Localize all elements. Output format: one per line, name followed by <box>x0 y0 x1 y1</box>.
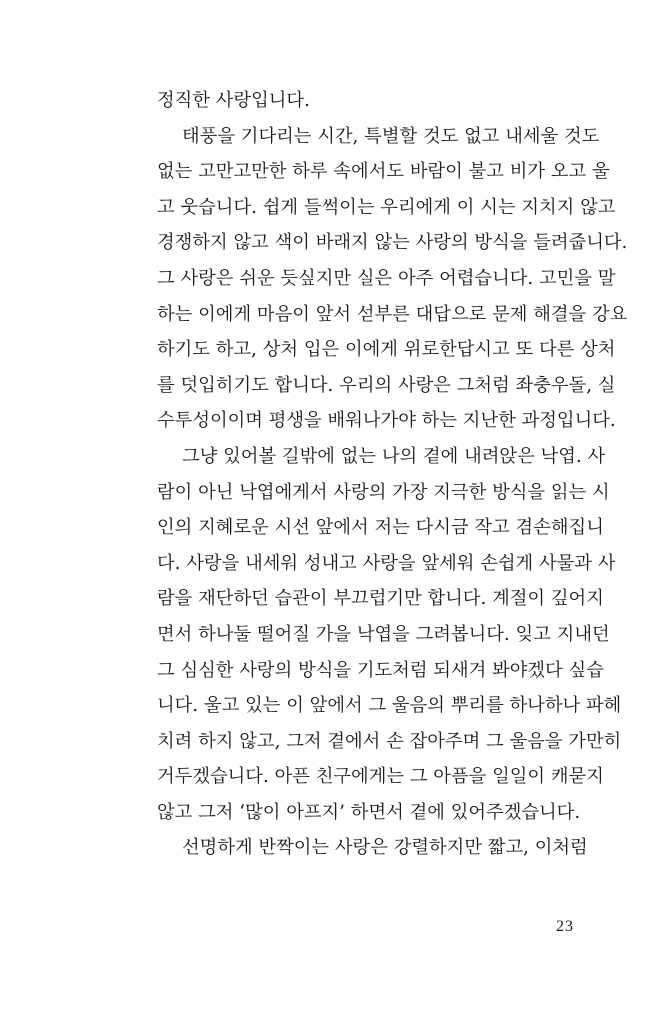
text-line: 수투성이이며 평생을 배워나가야 하는 지난한 과정입니다. <box>157 410 616 432</box>
text-line: 람이 아닌 낙엽에게서 사랑의 가장 지극한 방식을 읽는 시 <box>157 481 610 503</box>
text-line: 면서 하나둘 떨어질 가을 낙엽을 그려봅니다. 잊고 지내던 <box>157 623 610 645</box>
paragraph-start-line: 선명하게 반짝이는 사랑은 강렬하지만 짧고, 이처럼 <box>182 837 588 859</box>
text-line: 거두겠습니다. 아픈 친구에게는 그 아픔을 일일이 캐묻지 <box>157 766 604 788</box>
text-line: 없는 고만고만한 하루 속에서도 바람이 불고 비가 오고 울 <box>157 161 610 183</box>
text-line: 다. 사랑을 내세워 성내고 사랑을 앞세워 손쉽게 사물과 사 <box>157 552 616 574</box>
text-line: 경쟁하지 않고 색이 바래지 않는 사랑의 방식을 들려줍니다. <box>157 232 628 254</box>
text-line: 정직한 사랑입니다. <box>157 90 310 111</box>
text-line: 인의 지혜로운 시선 앞에서 저는 다시금 작고 겸손해집니 <box>157 517 604 539</box>
text-line: 니다. 울고 있는 이 앞에서 그 울음의 뿌리를 하나하나 파헤 <box>157 695 622 717</box>
text-line: 않고 그저 ‘많이 아프지’ 하면서 곁에 있어주겠습니다. <box>157 801 581 823</box>
text-line: 하는 이에게 마음이 앞서 섣부른 대답으로 문제 해결을 강요 <box>157 303 628 325</box>
paragraph-start-line: 태풍을 기다리는 시간, 특별할 것도 없고 내세울 것도 <box>182 125 600 147</box>
text-line: 그 사랑은 쉬운 듯싶지만 실은 아주 어렵습니다. 고민을 말 <box>157 267 616 289</box>
text-line: 를 덧입히기도 합니다. 우리의 사랑은 그처럼 좌충우돌, 실 <box>157 374 616 396</box>
text-line: 그 심심한 사랑의 방식을 기도처럼 되새겨 봐야겠다 싶습 <box>157 659 604 681</box>
text-line: 하기도 하고, 상처 입은 이에게 위로한답시고 또 다른 상처 <box>157 339 616 361</box>
paragraph-start-line: 그냥 있어볼 길밖에 없는 나의 곁에 내려앉은 낙엽. 사 <box>182 445 606 467</box>
body-text <box>157 83 628 866</box>
page-number: 23 <box>556 918 574 935</box>
text-line: 고 웃습니다. 쉽게 들썩이는 우리에게 이 시는 지치지 않고 <box>157 196 616 218</box>
text-line: 치려 하지 않고, 그저 곁에서 손 잡아주며 그 울음을 가만히 <box>157 730 622 752</box>
text-line: 람을 재단하던 습관이 부끄럽기만 합니다. 계절이 깊어지 <box>157 588 604 610</box>
